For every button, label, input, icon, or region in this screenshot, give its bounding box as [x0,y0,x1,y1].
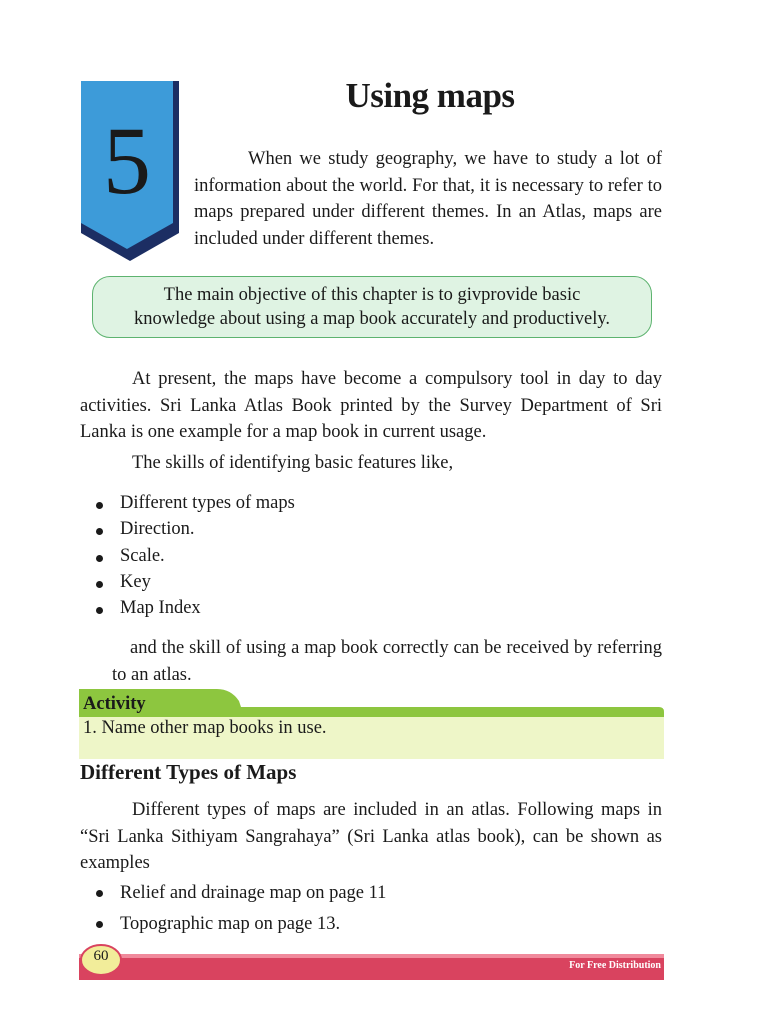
objective-text [93,283,651,331]
body-paragraph-2: and the skill of using a map book correctly can be received by referring to an atlas. [112,638,662,685]
examples-list [80,878,386,940]
list-item: Scale. [80,543,295,569]
list-item: Relief and drainage map on page 11 [80,878,386,909]
objective-line-1: The main objective of this chapter is to givprovide basic [163,285,581,305]
list-item: Map Index [80,595,295,621]
list-item: Topographic map on page 13. [80,909,386,940]
section-heading: Different Types of Maps [80,760,297,784]
list-item: Direction. [80,516,295,542]
objective-line-2: knowledge about using a map book accurately and productively. [133,309,611,329]
list-item: Key [80,569,295,595]
skills-intro: The skills of identifying basic features like, [132,453,454,473]
body-paragraph-1: At present, the maps have become a compulsory tool in day to day activities. Sri Lanka Atlas Book printed by the Survey Department of Sri Lanka is one example for a map book in current usage. [80,369,662,442]
chapter-title: Using maps [345,76,515,115]
body-paragraph-3: Different types of maps are included in an atlas. Following maps in “Sri Lanka Sithiyam Sangrahaya” (Sri Lanka atlas book), can be shown as examples [80,800,662,873]
chapter-number: 5 [103,107,151,214]
page-number: 60 [93,948,109,964]
footer-text: For Free Distribution [569,960,661,971]
objective-box [92,276,652,338]
list-item: Different types of maps [80,490,295,516]
activity-label: Activity [83,694,146,714]
chapter-number-tab [79,81,179,261]
intro-paragraph: When we study geography, we have to study a lot of information about the world. For that, it is necessary to refer to maps prepared under different themes. In an Atlas, maps are included under different themes. [194,149,662,249]
skills-list [80,490,295,621]
activity-item: 1. Name other map books in use. [83,718,327,738]
